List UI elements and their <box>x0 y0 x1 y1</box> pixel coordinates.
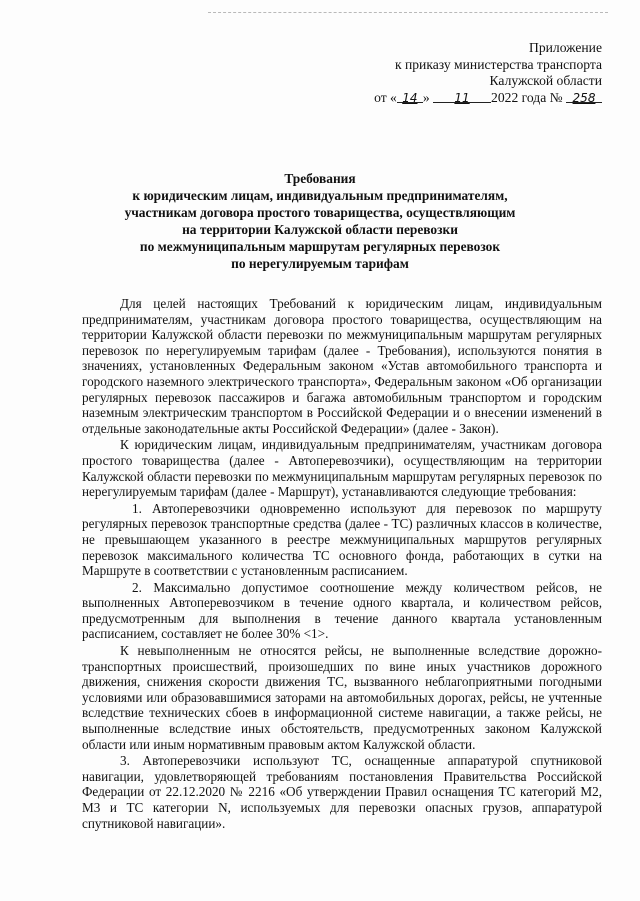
document-body <box>82 296 602 832</box>
month-handwritten: 11 <box>454 90 470 105</box>
title-line-2: к юридическим лицам, индивидуальным предпринимателям, <box>132 188 508 203</box>
paragraph-requirement-2: 2. Максимально допустимое соотношение между количеством рейсов, не выполненных Автоперевозчиком в течение одного квартала, и количеством рейсов, предусмотренным для выполнения в течение данного квартала установленным расписанием, составляет не более 30% <1>. <box>82 579 602 642</box>
date-prefix: от « <box>374 89 397 105</box>
paragraph-definitions: Для целей настоящих Требований к юридическим лицам, индивидуальным предпринимателям, участникам договора простого товарищества, осуществляющим на территории Калужской области перевозки по межмуниципальным маршрутам регулярных перевозок по нерегулируемым тарифам (далее - Требования), используются понятия в значениях, установленных Федеральным законом «Устав автомобильного транспорта и городского наземного электрического транспорта», Федеральным законом «Об организации регулярных перевозок пассажиров и багажа автомобильным транспортом и городским наземным электрическим транспортом в Российской Федерации и о внесении изменений в отдельные законодательные акты Российской Федерации» (далее - Закон). <box>82 296 602 436</box>
appendix-header <box>374 40 602 106</box>
document-title <box>60 170 580 272</box>
paragraph-requirement-1: 1. Автоперевозчики одновременно используют для перевозок по маршруту регулярных перевозок транспортные средства (далее - ТС) различных классов в количестве, не превышающем указанного в реестре межмуниципальных маршрутов регулярных перевозок максимального количества ТС основного фонда, работающих в сутки на Маршруте в соответствии с установленным расписанием. <box>82 500 602 579</box>
paragraph-exclusions: К невыполненным не относятся рейсы, не выполненные вследствие дорожно-транспортных происшествий, произошедших по вине иных участников дорожного движения, снижения скорости движения ТС, вызванного неблагоприятными погодными условиями или образовавшимися заторами на автомобильных дорогах, рейсы, не учтенные вследствие технических сбоев в информационной системе навигации, а также рейсы, не выполненные вследствие иных обстоятельств, предусмотренных законом Калужской области или иным нормативным правовым актом Калужской области. <box>82 643 602 752</box>
year-text: 2022 года № <box>491 89 563 105</box>
day-handwritten: 14 <box>402 90 418 105</box>
paragraph-requirement-3: 3. Автоперевозчики используют ТС, оснащенные аппаратурой спутниковой навигации, удовлетворяющей требованиям постановления Правительства Российской Федерации от 22.12.2020 № 2216 «Об утверждении Правил оснащения ТС категорий М2, М3 и ТС категории N, используемых для перевозки опасных грузов, аппаратурой спутниковой навигации». <box>82 753 602 831</box>
appendix-date-line <box>374 90 602 107</box>
day-field <box>397 90 423 103</box>
title-line-1: Требования <box>284 171 356 186</box>
number-field <box>566 90 602 103</box>
date-mid: » <box>422 89 430 105</box>
title-line-5: по межмуниципальным маршрутам регулярных перевозок <box>139 239 501 254</box>
appendix-order-ref: к приказу министерства транспорта <box>394 56 602 72</box>
number-handwritten: 258 <box>572 90 596 105</box>
month-field <box>433 90 491 103</box>
paragraph-scope: К юридическим лицам, индивидуальным предпринимателям, участникам договора простого товарищества (далее - Автоперевозчики), осуществляющим на территории Калужской области перевозки по межмуниципальным маршрутам регулярных перевозок по нерегулируемым тарифам (далее - Маршрут), устанавливаются следующие требования: <box>82 437 602 500</box>
scan-top-line <box>208 12 608 14</box>
title-line-6: по нерегулируемым тарифам <box>231 256 409 271</box>
appendix-label: Приложение <box>529 40 602 55</box>
title-line-3: участникам договора простого товарищества, осуществляющим <box>124 205 516 220</box>
appendix-region: Калужской области <box>489 73 602 88</box>
title-line-4: на территории Калужской области перевозки <box>182 222 458 237</box>
